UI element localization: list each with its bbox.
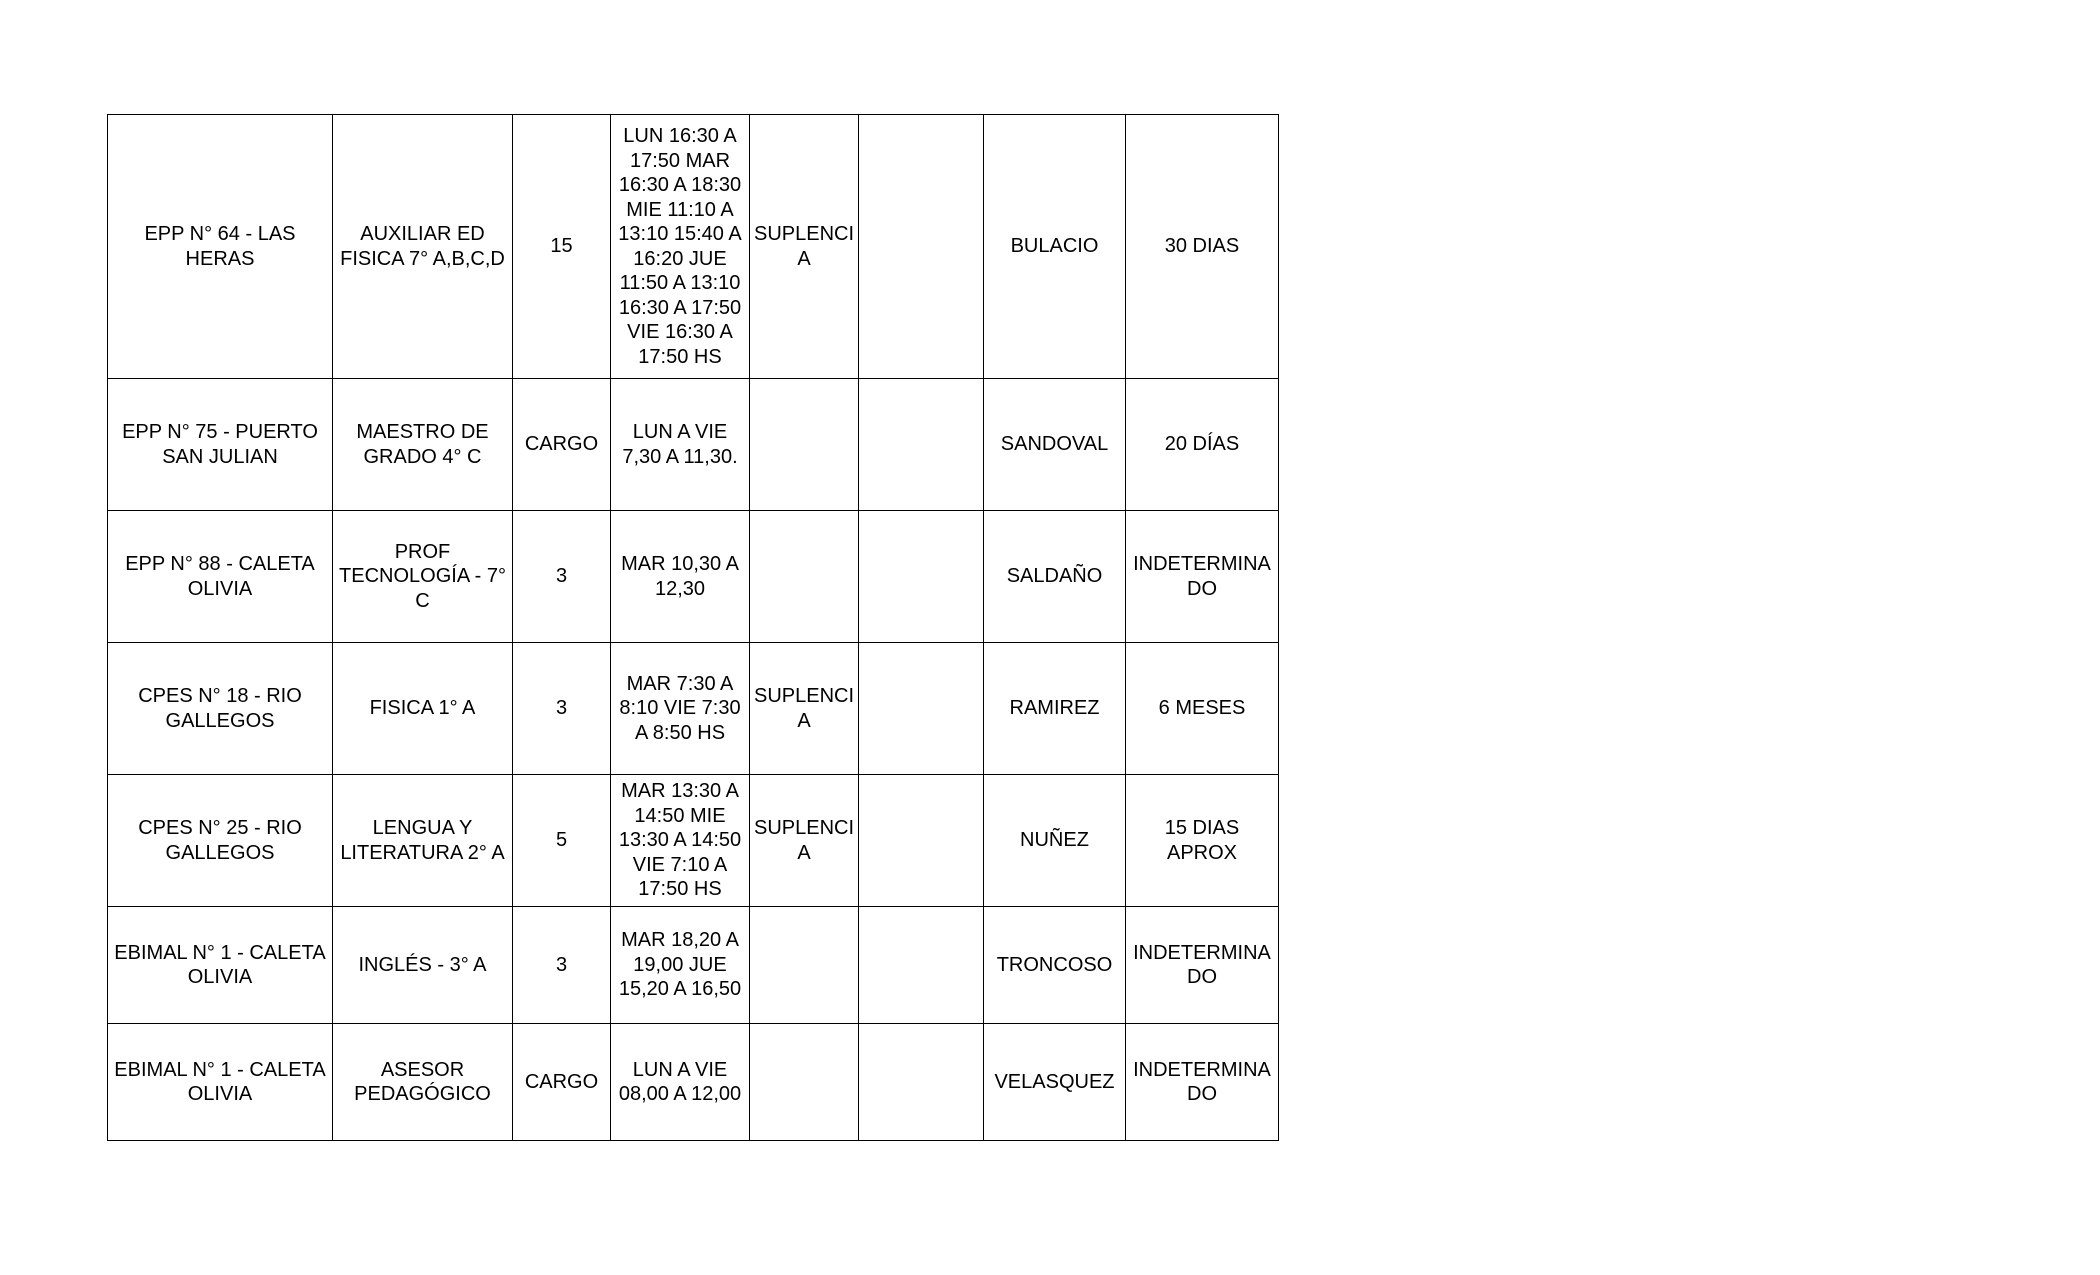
teacher-cell: SANDOVAL xyxy=(984,379,1126,511)
school-cell: CPES N° 25 - RIO GALLEGOS xyxy=(108,775,333,907)
duration-cell: 20 DÍAS xyxy=(1126,379,1279,511)
position-cell: FISICA 1° A xyxy=(333,643,513,775)
empty-cell xyxy=(859,1024,984,1141)
schedule-cell: MAR 7:30 A 8:10 VIE 7:30 A 8:50 HS xyxy=(611,643,750,775)
hours-cell: 15 xyxy=(513,115,611,379)
hours-cell: 3 xyxy=(513,907,611,1024)
empty-cell xyxy=(859,115,984,379)
teacher-cell: VELASQUEZ xyxy=(984,1024,1126,1141)
vacancies-table xyxy=(107,114,1279,1141)
school-cell: CPES N° 18 - RIO GALLEGOS xyxy=(108,643,333,775)
table-row xyxy=(108,643,1279,775)
empty-cell xyxy=(859,643,984,775)
position-cell: MAESTRO DE GRADO 4° C xyxy=(333,379,513,511)
teacher-cell: TRONCOSO xyxy=(984,907,1126,1024)
empty-cell xyxy=(859,379,984,511)
table-body xyxy=(108,115,1279,1141)
status-cell: SUPLENCI A xyxy=(750,643,859,775)
position-cell: AUXILIAR ED FISICA 7° A,B,C,D xyxy=(333,115,513,379)
status-cell: SUPLENCI A xyxy=(750,775,859,907)
table-row xyxy=(108,379,1279,511)
status-cell xyxy=(750,511,859,643)
position-cell: PROF TECNOLOGÍA - 7° C xyxy=(333,511,513,643)
empty-cell xyxy=(859,775,984,907)
duration-cell: 30 DIAS xyxy=(1126,115,1279,379)
status-cell xyxy=(750,1024,859,1141)
schedule-cell: MAR 10,30 A 12,30 xyxy=(611,511,750,643)
teacher-cell: NUÑEZ xyxy=(984,775,1126,907)
duration-cell: 6 MESES xyxy=(1126,643,1279,775)
duration-cell: INDETERMINA DO xyxy=(1126,511,1279,643)
teacher-cell: BULACIO xyxy=(984,115,1126,379)
schedule-cell: MAR 13:30 A 14:50 MIE 13:30 A 14:50 VIE 7:10 A 17:50 HS xyxy=(611,775,750,907)
table-row xyxy=(108,1024,1279,1141)
status-cell: SUPLENCI A xyxy=(750,115,859,379)
hours-cell: 5 xyxy=(513,775,611,907)
hours-cell: CARGO xyxy=(513,379,611,511)
status-cell xyxy=(750,907,859,1024)
hours-cell: 3 xyxy=(513,511,611,643)
hours-cell: CARGO xyxy=(513,1024,611,1141)
table-row xyxy=(108,907,1279,1024)
status-cell xyxy=(750,379,859,511)
schedule-cell: LUN 16:30 A 17:50 MAR 16:30 A 18:30 MIE 11:10 A 13:10 15:40 A 16:20 JUE 11:50 A 13:10 16:30 A 17:50 VIE 16:30 A 17:50 HS xyxy=(611,115,750,379)
duration-cell: 15 DIAS APROX xyxy=(1126,775,1279,907)
schedule-cell: LUN A VIE 08,00 A 12,00 xyxy=(611,1024,750,1141)
duration-cell: INDETERMINA DO xyxy=(1126,1024,1279,1141)
hours-cell: 3 xyxy=(513,643,611,775)
school-cell: EPP N° 88 - CALETA OLIVIA xyxy=(108,511,333,643)
position-cell: ASESOR PEDAGÓGICO xyxy=(333,1024,513,1141)
schedule-cell: LUN A VIE 7,30 A 11,30. xyxy=(611,379,750,511)
table-row xyxy=(108,115,1279,379)
position-cell: INGLÉS - 3° A xyxy=(333,907,513,1024)
teacher-cell: RAMIREZ xyxy=(984,643,1126,775)
school-cell: EPP N° 75 - PUERTO SAN JULIAN xyxy=(108,379,333,511)
teacher-cell: SALDAÑO xyxy=(984,511,1126,643)
table-row xyxy=(108,511,1279,643)
empty-cell xyxy=(859,511,984,643)
school-cell: EPP N° 64 - LAS HERAS xyxy=(108,115,333,379)
schedule-cell: MAR 18,20 A 19,00 JUE 15,20 A 16,50 xyxy=(611,907,750,1024)
school-cell: EBIMAL N° 1 - CALETA OLIVIA xyxy=(108,1024,333,1141)
table-row xyxy=(108,775,1279,907)
position-cell: LENGUA Y LITERATURA 2° A xyxy=(333,775,513,907)
school-cell: EBIMAL N° 1 - CALETA OLIVIA xyxy=(108,907,333,1024)
duration-cell: INDETERMINA DO xyxy=(1126,907,1279,1024)
empty-cell xyxy=(859,907,984,1024)
